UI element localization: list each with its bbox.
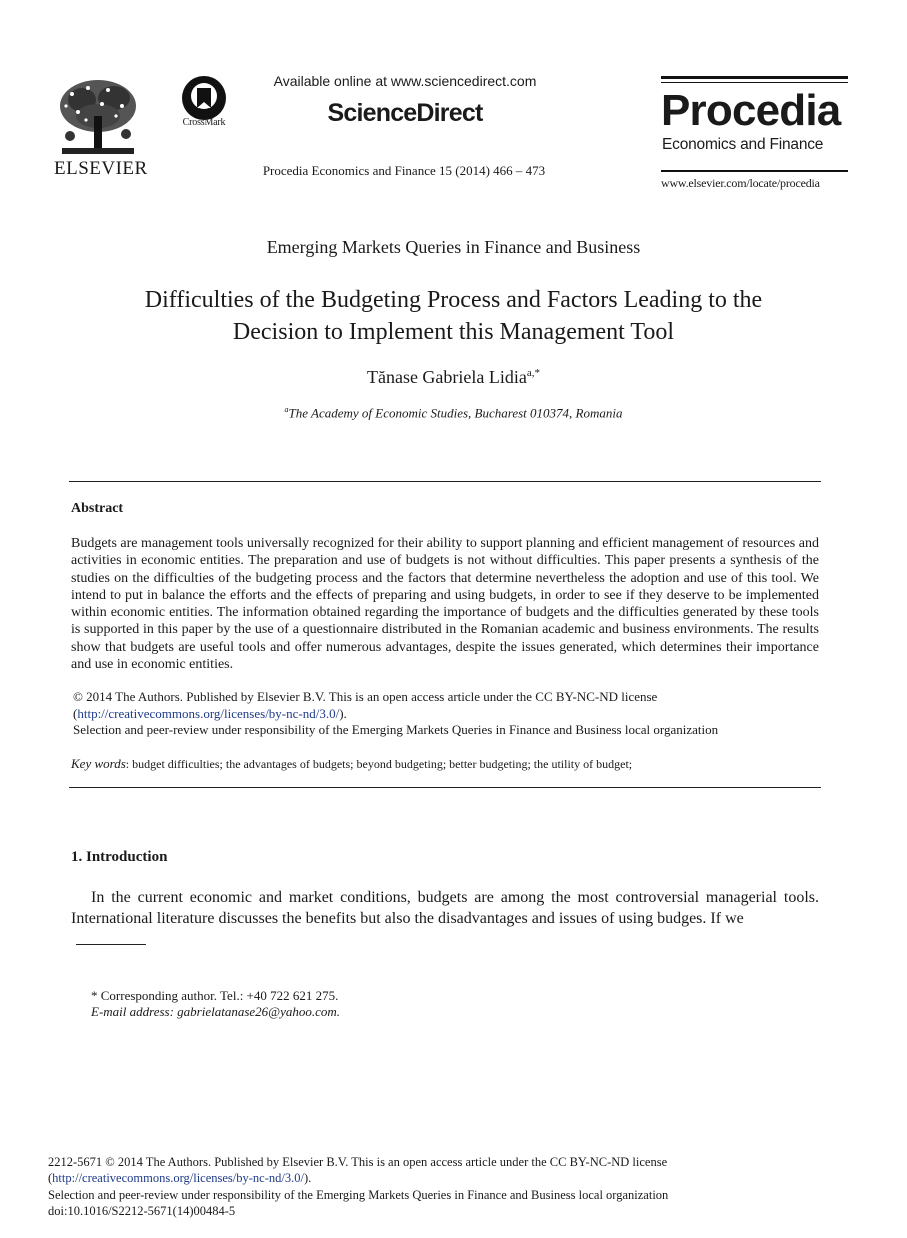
license-link[interactable]: http://creativecommons.org/licenses/by-nc-nd/3.0/ [77, 705, 340, 721]
footer-doi[interactable]: doi:10.1016/S2212-5671(14)00484-5 [48, 1204, 236, 1218]
copyright-line: © 2014 The Authors. Published by Elsevier B.V. This is an open access article under the CC BY-NC-ND license [73, 689, 658, 704]
footer-peer-review: Selection and peer-review under responsibility of the Emerging Markets Queries in Finance and Business local organization [48, 1188, 669, 1202]
procedia-bottom-rule [661, 170, 848, 172]
abstract-bottom-rule [69, 787, 821, 788]
procedia-url[interactable]: www.elsevier.com/locate/procedia [661, 176, 820, 190]
keywords-list: : budget difficulties; the advantages of budgets; beyond budgeting; better budgeting; the utility of budget; [125, 757, 633, 771]
procedia-subtitle: Economics and Finance [662, 136, 824, 153]
affiliation-text: The Academy of Economic Studies, Bucharest 010374, Romania [288, 405, 623, 421]
author-superscript[interactable]: a,* [526, 367, 541, 379]
footer-license-link[interactable]: http://creativecommons.org/licenses/by-nc-nd/3.0/ [52, 1171, 304, 1185]
journal-citation: Procedia Economics and Finance 15 (2014) 466 – 473 [262, 163, 546, 178]
footnote-corresponding: * Corresponding author. Tel.: +40 722 621 275. [91, 988, 339, 1003]
procedia-top-rule-thin [661, 82, 848, 83]
license-line [73, 706, 821, 723]
footer-issn-line: 2212-5671 © 2014 The Authors. Published by Elsevier B.V. This is an open access article under the CC BY-NC-ND license [48, 1155, 668, 1169]
title-line-2: Decision to Implement this Management Tool [232, 319, 675, 345]
elsevier-tree-logo [52, 76, 144, 158]
conference-name: Emerging Markets Queries in Finance and Business [266, 237, 641, 257]
footer-license-close: ). [303, 1171, 312, 1185]
license-close: ). [339, 705, 347, 721]
abstract-heading: Abstract [71, 501, 124, 516]
footnote-email[interactable]: E-mail address: gabrielatanase26@yahoo.com. [91, 1004, 341, 1019]
keywords-label: Key words [71, 756, 126, 771]
procedia-top-rule [661, 76, 848, 79]
elsevier-wordmark: ELSEVIER [54, 158, 148, 179]
affiliation-superscript: a [284, 405, 289, 414]
abstract-top-rule [69, 481, 821, 482]
peer-review-line: Selection and peer-review under responsibility of the Emerging Markets Queries in Finance and Business local organization [73, 722, 719, 737]
author-text: Tănase Gabriela Lidia [366, 367, 527, 387]
footer-license-open: ( [48, 1171, 53, 1185]
article-title [40, 284, 867, 348]
author-name [0, 367, 907, 388]
section-heading-introduction: 1. Introduction [71, 849, 168, 865]
title-line-1: Difficulties of the Budgeting Process and Factors Leading to the [144, 287, 763, 313]
affiliation [0, 405, 907, 421]
procedia-title: Procedia [661, 86, 841, 135]
available-online-text: Available online at www.sciencedirect.com [273, 73, 537, 89]
footer-license-line [48, 1170, 888, 1187]
license-open: ( [73, 705, 78, 721]
abstract-copyright [73, 689, 821, 739]
abstract-body: Budgets are management tools universally recognized for their ability to support planning and efficient management of resources and activities in economic entities. The preparation and use of budgets is not without difficulties. This paper presents a synthesis of the studies on the difficulties of the budgeting process and the factors that determine nevertheless the adoption and use of this tool. We intend to put in balance the efforts and the effects of preparing and using budgets, in order to see if they deserve to be implemented within economic entities. The information obtained regarding the importance of budgets and the difficulties generated by these tools is supported in this paper by the use of a questionnaire distributed in the Romanian academic and business environments. The results show that budgets are useful tools and offer numerous advantages, despite the issues generated, which determines their importance and use in economic entities. [71, 536, 819, 673]
crossmark-icon[interactable] [180, 74, 228, 122]
introduction-body: In the current economic and market conditions, budgets are among the most controversial managerial tools. International literature discusses the benefits but also the disadvantages and issues of using budges. If we [71, 889, 819, 927]
sciencedirect-logo: ScienceDirect [327, 99, 483, 127]
footnote-rule [76, 944, 146, 945]
keywords [71, 756, 821, 772]
crossmark-label: CrossMark [182, 117, 226, 128]
